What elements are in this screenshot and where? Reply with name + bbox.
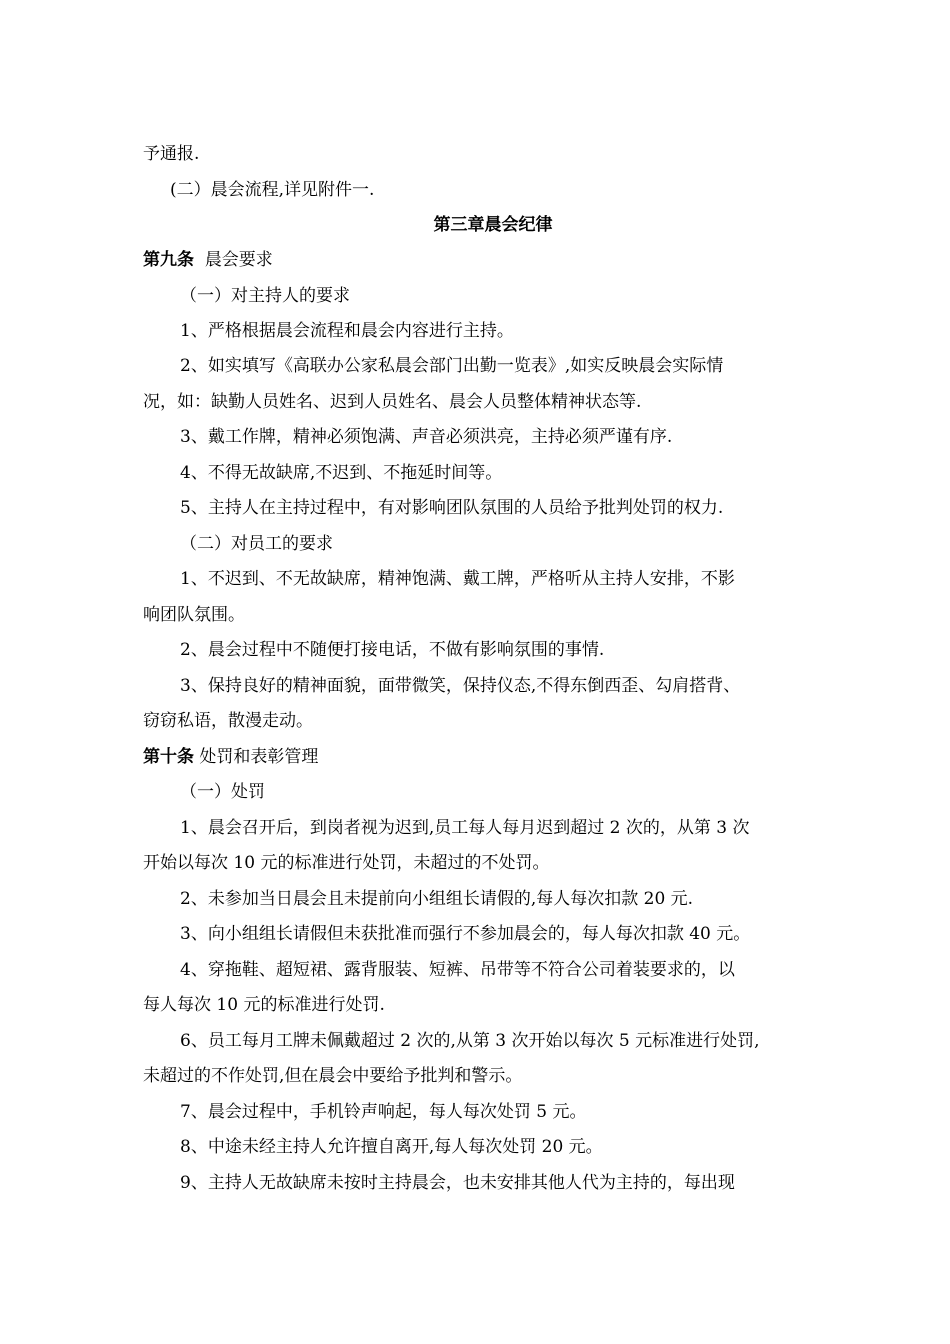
text-line: （一）处罚 <box>180 782 265 802</box>
text-line: （二）对员工的要求 <box>180 534 333 554</box>
text-line: 5、主持人在主持过程中，有对影响团队氛围的人员给予批判处罚的权力. <box>180 498 724 518</box>
text-line: 4、不得无故缺席,不迟到、不拖延时间等。 <box>180 463 503 483</box>
text-line: 未超过的不作处罚,但在晨会中要给予批判和警示。 <box>143 1066 523 1086</box>
text-line: （一）对主持人的要求 <box>180 286 350 306</box>
text-line: 响团队氛围。 <box>143 605 245 625</box>
text-line: 况，如：缺勤人员姓名、迟到人员姓名、晨会人员整体精神状态等. <box>143 392 642 412</box>
text-line: 1、晨会召开后，到岗者视为迟到,员工每人每月迟到超过 2 次的，从第 3 次 <box>180 818 750 838</box>
text-line: 8、中途未经主持人允许擅自离开,每人每次处罚 20 元。 <box>180 1137 603 1157</box>
text-line: 每人每次 10 元的标准进行处罚. <box>143 995 385 1015</box>
text-line: 1、严格根据晨会流程和晨会内容进行主持。 <box>180 321 514 341</box>
article-heading <box>143 745 823 769</box>
article-title: 晨会要求 <box>204 250 273 270</box>
text-line: 6、员工每月工牌未佩戴超过 2 次的,从第 3 次开始以每次 5 元标准进行处罚, <box>180 1031 760 1051</box>
article-label: 第十条 <box>143 747 194 767</box>
text-line: 7、晨会过程中，手机铃声响起，每人每次处罚 5 元。 <box>180 1102 587 1122</box>
text-line: 窃窃私语，散漫走动。 <box>143 711 313 731</box>
article-heading <box>143 248 823 272</box>
text-line: 2、晨会过程中不随便打接电话，不做有影响氛围的事情. <box>180 640 605 660</box>
chapter-heading: 第三章晨会纪律 <box>433 215 553 235</box>
text-line: 9、主持人无故缺席未按时主持晨会，也未安排其他人代为主持的，每出现 <box>180 1173 735 1193</box>
text-line: 3、保持良好的精神面貌，面带微笑，保持仪态,不得东倒西歪、勾肩搭背、 <box>180 676 741 696</box>
text-line: 开始以每次 10 元的标准进行处罚，未超过的不处罚。 <box>143 853 550 873</box>
text-line: 2、未参加当日晨会且未提前向小组组长请假的,每人每次扣款 20 元. <box>180 889 694 909</box>
text-line: 予通报. <box>143 144 200 164</box>
text-line: 4、穿拖鞋、超短裙、露背服装、短裤、吊带等不符合公司着装要求的，以 <box>180 960 735 980</box>
article-label: 第九条 <box>143 250 194 270</box>
text-line: 2、如实填写《高联办公家私晨会部门出勤一览表》,如实反映晨会实际情 <box>180 356 724 376</box>
text-line: 3、向小组组长请假但未获批准而强行不参加晨会的，每人每次扣款 40 元。 <box>180 924 751 944</box>
text-line: 3、戴工作牌，精神必须饱满、声音必须洪亮，主持必须严谨有序. <box>180 427 673 447</box>
text-line: (二）晨会流程,详见附件一. <box>170 180 375 200</box>
text-line: 1、不迟到、不无故缺席，精神饱满、戴工牌，严格听从主持人安排，不影 <box>180 569 735 589</box>
article-title: 处罚和表彰管理 <box>199 747 319 767</box>
